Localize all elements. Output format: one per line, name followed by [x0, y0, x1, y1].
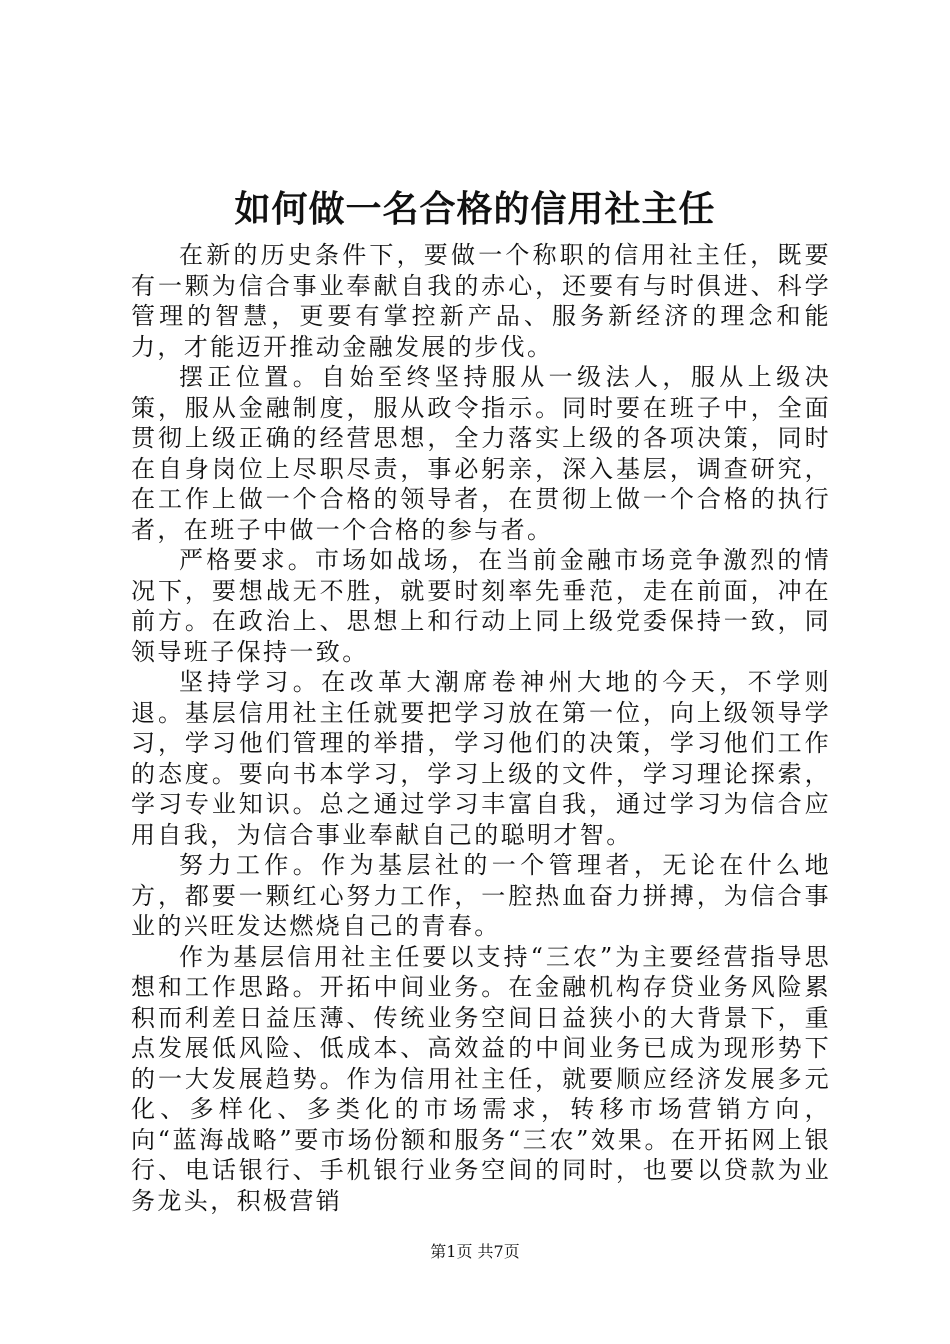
paragraph-strict: 严格要求。市场如战场，在当前金融市场竞争激烈的情况下，要想战无不胜，就要时刻率先垂范，走在前面，冲在前方。在政治上、思想上和行动上同上级党委保持一致，同领导班子保持一致。: [131, 546, 831, 666]
document-title: 如何做一名合格的信用社主任: [234, 188, 716, 230]
paragraph-rural: 作为基层信用社主任要以支持“三农”为主要经营指导思想和工作思路。开拓中间业务。在金融机构存贷业务风险累积而利差日益压薄、传统业务空间日益狭小的大背景下，重点发展低风险、低成本、高效益的中间业务已成为现形势下的一大发展趋势。作为信用社主任，就要顺应经济发展多元化、多样化、多类化的市场需求，转移市场营销方向，向“蓝海战略”要市场份额和服务“三农”效果。在开拓网上银行、电话银行、手机银行业务空间的同时，也要以贷款为业务龙头，积极营销: [131, 942, 831, 1215]
paragraph-study: 坚持学习。在改革大潮席卷神州大地的今天，不学则退。基层信用社主任就要把学习放在第一位，向上级领导学习，学习他们管理的举措，学习他们的决策，学习他们工作的态度。要向书本学习，学习上级的文件，学习理论探索，学习专业知识。总之通过学习丰富自我，通过学习为信合应用自我，为信合事业奉献自己的聪明才智。: [131, 668, 831, 849]
page-number-footer: 第1页 共7页: [430, 1242, 520, 1261]
paragraph-position: 摆正位置。自始至终坚持服从一级法人，服从上级决策，服从金融制度，服从政令指示。同时要在班子中，全面贯彻上级正确的经营思想，全力落实上级的各项决策，同时在自身岗位上尽职尽责，事必躬亲，深入基层，调查研究，在工作上做一个合格的领导者，在贯彻上做一个合格的执行者，在班子中做一个合格的参与者。: [131, 363, 831, 544]
paragraph-intro: 在新的历史条件下，要做一个称职的信用社主任，既要有一颗为信合事业奉献自我的赤心，还要有与时俱进、科学管理的智慧，更要有掌控新产品、服务新经济的理念和能力，才能迈开推动金融发展的步伐。: [131, 241, 831, 361]
document-body: [131, 240, 831, 1216]
paragraph-work: 努力工作。作为基层社的一个管理者，无论在什么地方，都要一颗红心努力工作，一腔热血奋力拼搏，为信合事业的兴旺发达燃烧自己的青春。: [131, 851, 831, 940]
